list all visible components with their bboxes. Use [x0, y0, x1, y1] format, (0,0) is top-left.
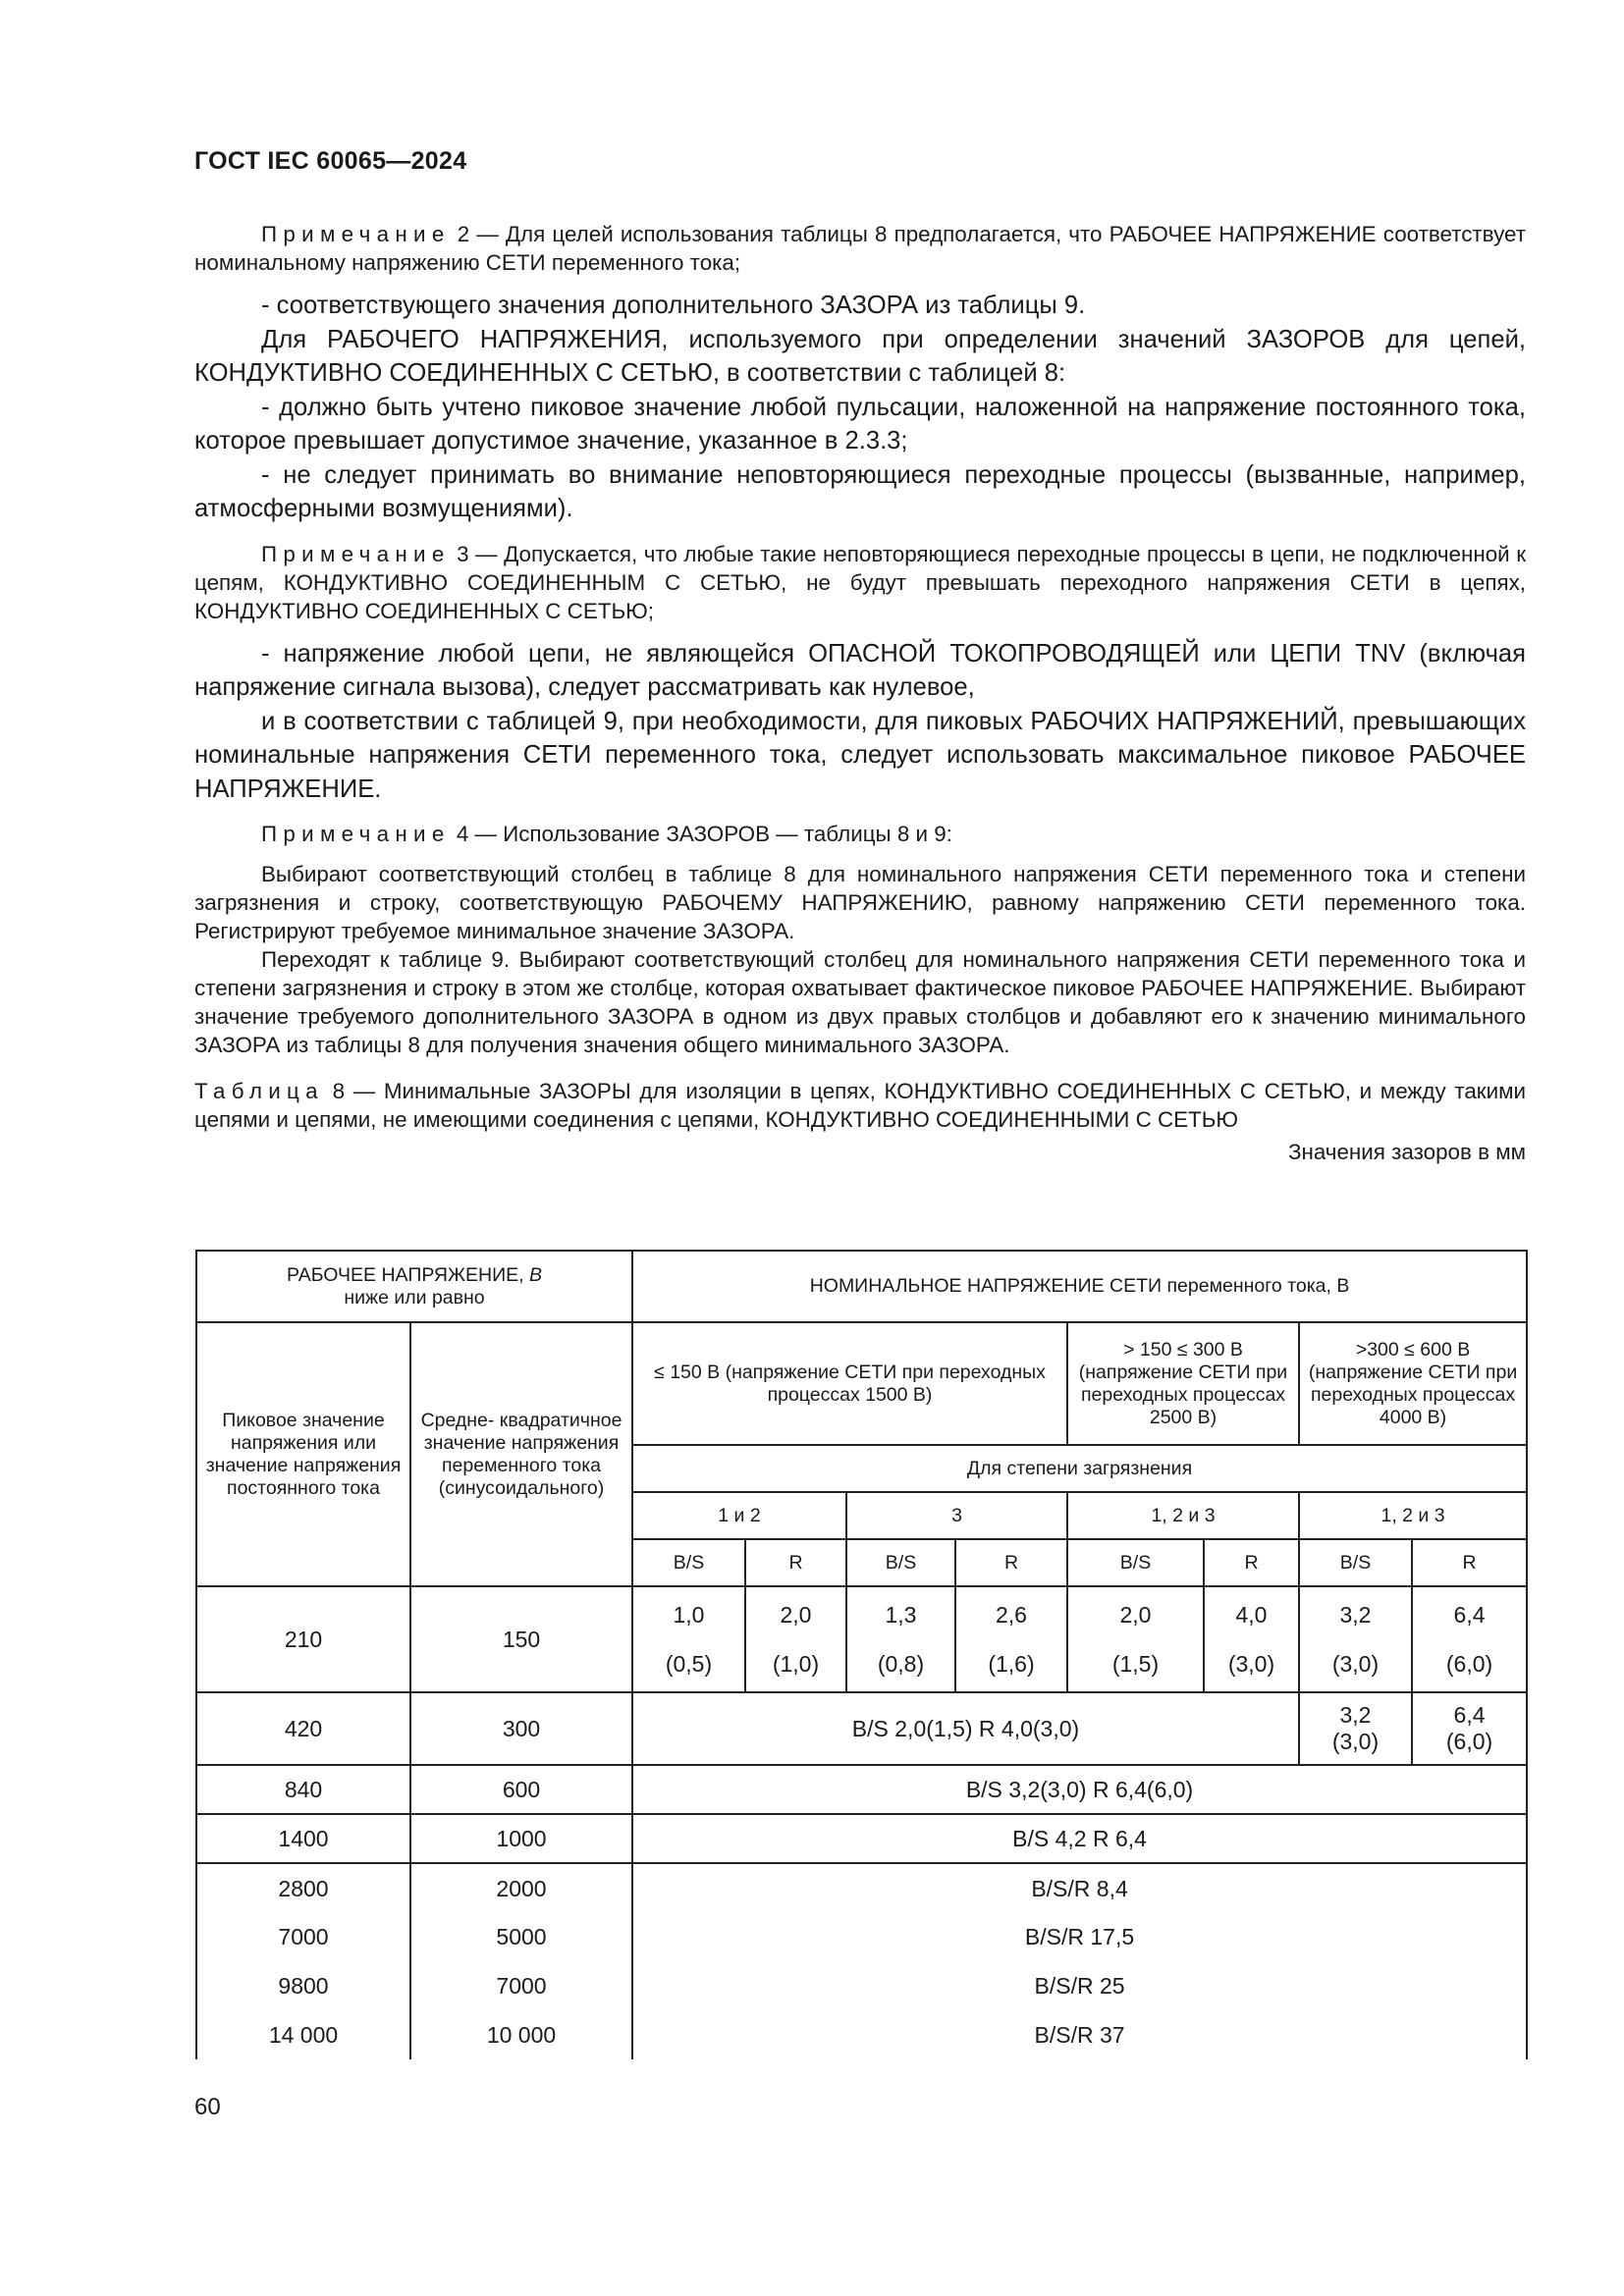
value: 2,6	[996, 1602, 1027, 1628]
clearance-cell	[1299, 1586, 1412, 1692]
range-300-header: > 150 ≤ 300 В (напряжение СЕТИ при переходных процессах 2500 В)	[1067, 1322, 1299, 1445]
peak-value: 420	[196, 1692, 410, 1765]
peak-value: 1400	[196, 1814, 410, 1863]
working-voltage-header	[196, 1251, 632, 1322]
clearance-cell	[632, 1586, 745, 1692]
value: 1,0	[673, 1602, 705, 1628]
clearance-cell	[1412, 1586, 1527, 1692]
value: 4,0	[1235, 1602, 1268, 1628]
value: 1,3	[885, 1602, 917, 1628]
merged-clearance: B/S/R 25	[632, 1961, 1527, 2010]
header-unit: В	[528, 1263, 542, 1286]
r-header: R	[1204, 1539, 1299, 1586]
rms-value: 7000	[410, 1961, 632, 2010]
rms-value: 300	[410, 1692, 632, 1765]
rms-value: 1000	[410, 1814, 632, 1863]
rms-voltage-column-header: Средне- квадратичное значение напряжения переменного тока (синусоидального)	[410, 1322, 632, 1586]
rms-value: 600	[410, 1765, 632, 1814]
note-text: 3 — Допускается, что любые такие неповторяющиеся переходные процессы в цепи, не подключенной к цепям, КОНДУКТИВНО СОЕДИНЕННЫМ С СЕТЬЮ, не будут превышать переходного напряжения СЕТИ в цепях, КОНДУКТИВНО СОЕДИНЕННЫХ С СЕТЬЮ;	[194, 541, 1526, 623]
value: 2,0	[1119, 1602, 1152, 1628]
r-header: R	[745, 1539, 846, 1586]
value: 6,4	[1453, 1702, 1486, 1728]
table-caption	[194, 1077, 1526, 1134]
clearance-cell	[1067, 1586, 1204, 1692]
pollution-degree-header: Для степени загрязнения	[632, 1445, 1527, 1492]
paragraph: - соответствующего значения дополнительного ЗАЗОРА из таблицы 9.	[261, 292, 1086, 319]
body-text	[194, 220, 1526, 1166]
value: 3,2	[1339, 1602, 1372, 1628]
merged-clearance: B/S/R 17,5	[632, 1912, 1527, 1961]
bs-header: B/S	[632, 1539, 745, 1586]
note-label: Примечание	[261, 822, 451, 846]
value-alt: (1,6)	[988, 1651, 1035, 1677]
merged-clearance: B/S/R 8,4	[632, 1863, 1527, 1912]
note-text: 2 — Для целей использования таблицы 8 предполагается, что РАБОЧЕЕ НАПРЯЖЕНИЕ соответствует номинальному напряжению СЕТИ переменного тока;	[194, 222, 1526, 275]
value-alt: (6,0)	[1445, 1651, 1493, 1677]
value-alt: (6,0)	[1445, 1729, 1493, 1754]
bs-header: B/S	[1067, 1539, 1204, 1586]
value-alt: (3,0)	[1331, 1729, 1380, 1754]
value-alt: (1,5)	[1111, 1651, 1160, 1677]
table-row	[196, 1765, 1527, 1814]
rms-value: 2000	[410, 1863, 632, 1912]
peak-voltage-column-header: Пиковое значение напряжения или значение напряжения постоянного тока	[196, 1322, 410, 1586]
page-number: 60	[194, 2094, 221, 2120]
value-alt: (3,0)	[1331, 1651, 1380, 1677]
table-units: Значения зазоров в мм	[1287, 1140, 1526, 1164]
caption-label: Таблица	[194, 1079, 324, 1103]
note-label: Примечание	[261, 541, 451, 566]
document-code-header: ГОСТ IEC 60065—2024	[194, 147, 467, 175]
range-600-header: >300 ≤ 600 В (напряжение СЕТИ при переходных процессах 4000 В)	[1299, 1322, 1527, 1445]
note-4	[194, 820, 1526, 848]
paragraph: Для РАБОЧЕГО НАПРЯЖЕНИЯ, используемого при определении значений ЗАЗОРОВ для цепей, КОНДУКТИВНО СОЕДИНЕННЫХ С СЕТЬЮ, в соответствии с таблицей 8:	[194, 325, 1526, 387]
bs-header: B/S	[1299, 1539, 1412, 1586]
merged-clearance: B/S 3,2(3,0) R 6,4(6,0)	[632, 1765, 1527, 1814]
rms-value: 10 000	[410, 2010, 632, 2059]
header-text: РАБОЧЕЕ НАПРЯЖЕНИЕ,	[287, 1263, 529, 1286]
value-alt: (0,8)	[877, 1651, 925, 1677]
table-row	[196, 2010, 1527, 2059]
clearance-table-8	[195, 1250, 1528, 2059]
paragraph: - должно быть учтено пиковое значение любой пульсации, наложенной на напряжение постоянного тока, которое превышает допустимое значение, указанное в 2.3.3;	[194, 393, 1526, 454]
range-150-header: ≤ 150 В (напряжение СЕТИ при переходных процессах 1500 В)	[632, 1322, 1067, 1445]
merged-clearance: B/S/R 37	[632, 2010, 1527, 2059]
merged-clearance: B/S 2,0(1,5) R 4,0(3,0)	[632, 1692, 1299, 1765]
nominal-voltage-header: НОМИНАЛЬНОЕ НАПРЯЖЕНИЕ СЕТИ переменного тока, В	[632, 1251, 1527, 1322]
peak-value: 7000	[196, 1912, 410, 1961]
rms-value: 5000	[410, 1912, 632, 1961]
bs-header: B/S	[846, 1539, 955, 1586]
degree-header: 1 и 2	[632, 1492, 846, 1539]
value: 6,4	[1453, 1602, 1486, 1628]
clearance-cell	[955, 1586, 1067, 1692]
clearance-cell	[1412, 1692, 1527, 1765]
paragraph: - напряжение любой цепи, не являющейся ОПАСНОЙ ТОКОПРОВОДЯЩЕЙ или ЦЕПИ TNV (включая напряжение сигнала вызова), следует рассматривать как нулевое,	[194, 639, 1526, 701]
merged-clearance: B/S 4,2 R 6,4	[632, 1814, 1527, 1863]
paragraph: и в соответствии с таблицей 9, при необходимости, для пиковых РАБОЧИХ НАПРЯЖЕНИЙ, превышающих номинальные напряжения СЕТИ переменного тока, следует использовать максимальное пиковое РАБОЧЕЕ НАПРЯЖЕНИЕ.	[194, 707, 1526, 803]
table-row	[196, 1961, 1527, 2010]
peak-value: 210	[196, 1586, 410, 1692]
clearance-cell	[1204, 1586, 1299, 1692]
degree-header: 1, 2 и 3	[1067, 1492, 1299, 1539]
peak-value: 2800	[196, 1863, 410, 1912]
note-text: 4 — Использование ЗАЗОРОВ — таблицы 8 и 9:	[450, 822, 952, 846]
peak-value: 14 000	[196, 2010, 410, 2059]
clearance-cell	[1299, 1692, 1412, 1765]
table-row	[196, 1814, 1527, 1863]
value-alt: (1,0)	[772, 1651, 820, 1677]
caption-text: 8 — Минимальные ЗАЗОРЫ для изоляции в цепях, КОНДУКТИВНО СОЕДИНЕННЫХ С СЕТЬЮ, и между такими цепями и цепями, не имеющими соединения с цепями, КОНДУКТИВНО СОЕДИНЕННЫМИ С СЕТЬЮ	[194, 1079, 1526, 1132]
table-row	[196, 1863, 1527, 1912]
value: 2,0	[780, 1602, 812, 1628]
header-text: ниже или равно	[344, 1286, 485, 1308]
r-header: R	[1412, 1539, 1527, 1586]
table-row	[196, 1692, 1527, 1765]
rms-value: 150	[410, 1586, 632, 1692]
value: 3,2	[1339, 1702, 1372, 1728]
peak-value: 9800	[196, 1961, 410, 2010]
degree-header: 3	[846, 1492, 1067, 1539]
note-4-paragraph: Выбирают соответствующий столбец в таблице 8 для номинального напряжения СЕТИ переменного тока и степени загрязнения и строку, соответствующую РАБОЧЕМУ НАПРЯЖЕНИЮ, равному напряжению СЕТИ переменного тока. Регистрируют требуемое минимальное значение ЗАЗОРА.	[194, 862, 1526, 943]
table-row	[196, 1912, 1527, 1961]
table-row	[196, 1586, 1527, 1692]
clearance-cell	[745, 1586, 846, 1692]
note-2	[194, 220, 1526, 277]
paragraph: - не следует принимать во внимание неповторяющиеся переходные процессы (вызванные, например, атмосферными возмущениями).	[194, 460, 1526, 522]
r-header: R	[955, 1539, 1067, 1586]
degree-header: 1, 2 и 3	[1299, 1492, 1527, 1539]
value-alt: (3,0)	[1227, 1651, 1275, 1677]
clearance-cell	[846, 1586, 955, 1692]
note-label: Примечание	[261, 222, 451, 246]
peak-value: 840	[196, 1765, 410, 1814]
note-3	[194, 540, 1526, 625]
note-4-paragraph: Переходят к таблице 9. Выбирают соответствующий столбец для номинального напряжения СЕТИ переменного тока и степени загрязнения и строку в этом же столбце, которая охватывает фактическое пиковое РАБОЧЕЕ НАПРЯЖЕНИЕ. Выбирают значение требуемого дополнительного ЗАЗОРА в одном из двух правых столбцов и добавляют его к значению минимального ЗАЗОРА из таблицы 8 для получения значения общего минимального ЗАЗОРА.	[194, 947, 1526, 1057]
value-alt: (0,5)	[665, 1651, 713, 1677]
